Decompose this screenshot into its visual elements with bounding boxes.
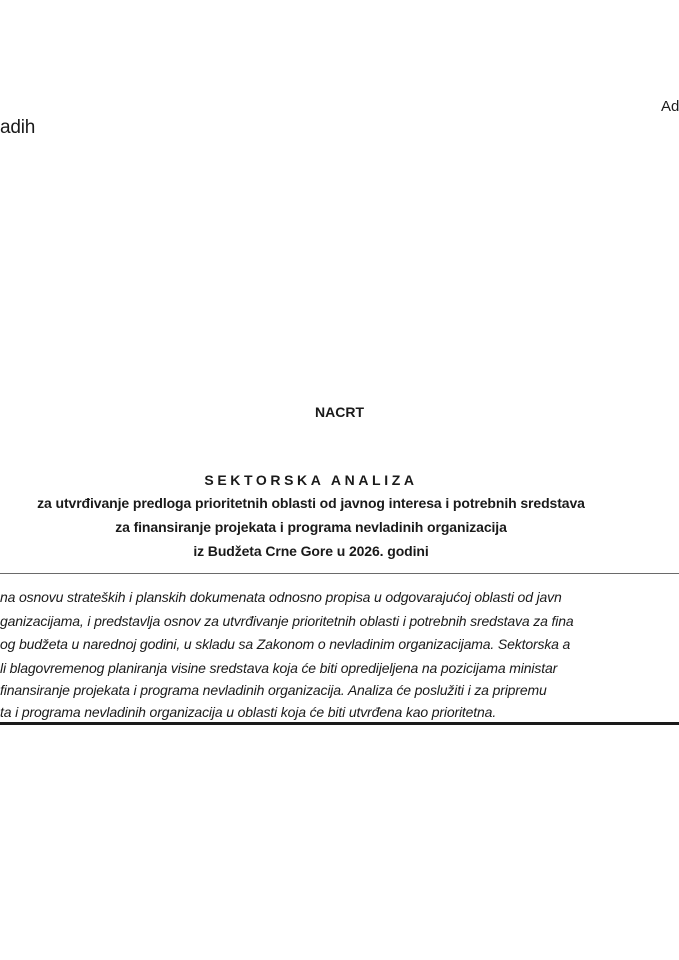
- header-left-text: adih: [0, 117, 36, 138]
- intro-text-line: ta i programa nevladinih organizacija u oblasti koja će biti utvrđena kao prioritetna.: [0, 704, 497, 720]
- bottom-divider: [0, 722, 679, 725]
- intro-text-line: li blagovremenog planiranja visine sredstava koja će biti opredijeljena na pozicijama ministar: [0, 660, 558, 676]
- intro-text-line: na osnovu strateških i planskih dokumenata odnosno propisa u odgovarajućoj oblasti od javn: [0, 589, 562, 605]
- subtitle-line: iz Budžeta Crne Gore u 2026. godini: [193, 543, 429, 559]
- subtitle-line: za utvrđivanje predloga prioritetnih oblasti od javnog interesa i potrebnih sredstava: [37, 495, 585, 511]
- draft-label: NACRT: [315, 404, 364, 420]
- intro-text-line: og budžeta u narednoj godini, u skladu sa Zakonom o nevladinim organizacijama. Sektorska a: [0, 636, 571, 652]
- subtitle-line: za finansiranje projekata i programa nevladinih organizacija: [115, 519, 507, 535]
- top-divider: [0, 573, 679, 574]
- header-right-text: Ad: [661, 98, 679, 115]
- intro-text-line: ganizacijama, i predstavlja osnov za utvrđivanje prioritetnih oblasti i potrebnih sredstava za fina: [0, 613, 574, 629]
- intro-text-line: finansiranje projekata i programa nevladinih organizacija. Analiza će poslužiti i za pripremu: [0, 682, 547, 698]
- document-title: SEKTORSKA ANALIZA: [204, 472, 418, 488]
